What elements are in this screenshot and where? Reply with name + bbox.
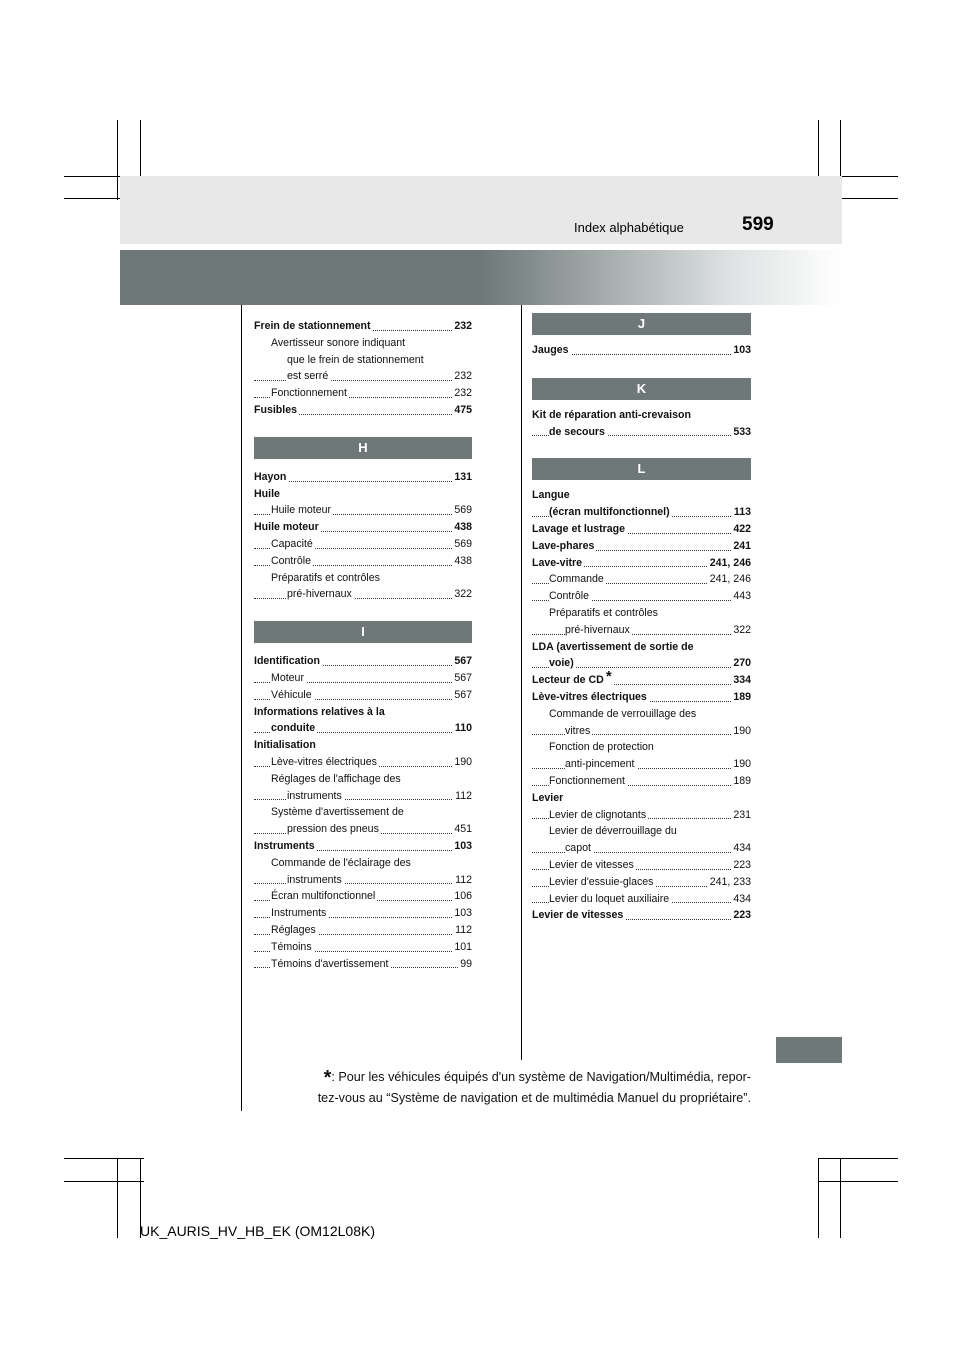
entry-page-ref[interactable]: 223: [731, 907, 751, 924]
entry-term: Fusibles: [254, 403, 297, 416]
entry-page-ref[interactable]: 112: [453, 788, 472, 805]
entry-term: vitres: [565, 724, 591, 737]
header-gradient-bar: [120, 250, 842, 305]
entry-term: Frein de stationnement: [254, 320, 371, 332]
index-entry: [532, 773, 751, 790]
entry-term: Kit de réparation anti-crevaison: [532, 408, 691, 421]
footnote-star: *: [323, 1067, 332, 1089]
index-entry: [254, 352, 472, 369]
index-entry: [532, 807, 751, 824]
index-entry: [254, 855, 472, 872]
index-entry: [254, 536, 472, 553]
entry-term: Préparatifs et contrôles: [549, 606, 658, 619]
entry-term: Fonctionnement: [271, 387, 347, 400]
entry-term: Lève-vitres électriques: [532, 690, 647, 703]
index-entry: [254, 788, 472, 805]
section-header-k: K: [532, 378, 751, 400]
entry-term: Lève-vitres électriques: [271, 755, 377, 768]
entry-page-ref[interactable]: 190: [452, 754, 472, 771]
entries-l: [532, 487, 751, 924]
entry-page-ref[interactable]: 99: [458, 956, 472, 973]
entry-term: Langue: [532, 489, 570, 502]
entry-term: Identification: [254, 655, 320, 668]
entry-footnote-star: *: [605, 668, 612, 686]
entry-term: Commande de verrouillage des: [549, 707, 697, 720]
entry-term: Avertisseur sonore indiquant: [271, 336, 406, 349]
index-entry: [532, 555, 751, 572]
index-entry: [532, 571, 751, 588]
entry-page-ref[interactable]: 451: [452, 821, 472, 838]
index-entry: [254, 771, 472, 788]
section-header-l: L: [532, 458, 751, 480]
entry-term: Instruments: [254, 839, 315, 852]
index-entry: [254, 519, 472, 536]
entry-term: Réglages de l'affichage des: [271, 772, 401, 785]
entry-term: Système d'avertissement de: [271, 806, 404, 819]
entry-page-ref[interactable]: 533: [731, 424, 751, 441]
entry-term: pré-hivernaux: [565, 623, 630, 636]
entry-page-ref[interactable]: 241, 246: [708, 555, 751, 572]
entry-term: Véhicule: [271, 688, 312, 701]
section-header-i: I: [254, 621, 472, 643]
crop-mark-bottom-right-horizontal: [818, 1158, 898, 1159]
index-entry: [532, 639, 751, 656]
index-entry: [532, 891, 751, 908]
index-entry: [532, 504, 751, 521]
entry-page-ref[interactable]: 231: [731, 807, 751, 824]
index-entry: [254, 486, 472, 503]
entry-page-ref[interactable]: 112: [453, 922, 472, 939]
entry-term: pression des pneus: [287, 823, 379, 836]
entry-page-ref[interactable]: 113: [732, 504, 751, 521]
entries-h: [254, 469, 472, 603]
entry-term: que le frein de stationnement: [287, 353, 424, 366]
section-header-h: H: [254, 437, 472, 459]
index-entry: [532, 655, 751, 672]
entry-page-ref[interactable]: 334: [731, 672, 751, 689]
entry-page-ref[interactable]: 567: [452, 653, 472, 670]
index-entry: [532, 706, 751, 723]
entry-page-ref[interactable]: 270: [731, 655, 751, 672]
entry-term: Contrôle: [271, 554, 312, 567]
index-entry: [254, 469, 472, 486]
index-entry: [254, 385, 472, 402]
index-entry: [254, 553, 472, 570]
entry-page-ref[interactable]: 106: [452, 888, 472, 905]
entry-term: voie): [549, 657, 574, 670]
entries-k: [532, 407, 751, 441]
section-header-j: J: [532, 313, 751, 335]
entry-term: Témoins: [271, 940, 312, 953]
crop-mark-top-left-vertical: [117, 120, 118, 200]
page-number: 599: [742, 214, 774, 235]
index-entry: [254, 570, 472, 587]
entry-page-ref[interactable]: 438: [452, 519, 472, 536]
entry-page-ref[interactable]: 223: [731, 857, 751, 874]
header-band: [120, 176, 842, 244]
header-title: Index alphabétique: [574, 220, 684, 235]
index-entry: [254, 704, 472, 721]
index-entry: [532, 823, 751, 840]
entry-page-ref[interactable]: 475: [452, 402, 472, 419]
index-entry: [532, 342, 751, 359]
index-entry: [532, 521, 751, 538]
entry-page-ref[interactable]: 110: [453, 720, 472, 737]
entry-term: Levier de clignotants: [549, 808, 647, 821]
entries-j: [532, 342, 751, 359]
index-column-right: [532, 313, 751, 924]
entry-term: Huile moteur: [254, 521, 319, 534]
index-entry: [532, 605, 751, 622]
entry-page-ref[interactable]: 103: [731, 342, 751, 359]
entry-page-ref[interactable]: 567: [452, 687, 472, 704]
entry-term: Contrôle: [549, 590, 590, 603]
entry-term: Fonctionnement: [549, 774, 625, 787]
entry-term: Commande de l'éclairage des: [271, 856, 411, 869]
index-entry: [532, 907, 751, 924]
entry-page-ref[interactable]: 322: [452, 586, 472, 603]
entry-term: Témoins d'avertissement: [271, 957, 389, 970]
index-entry: [254, 754, 472, 771]
entry-term: Hayon: [254, 470, 287, 483]
entry-term: Lavage et lustrage: [532, 522, 626, 535]
entry-page-ref[interactable]: 232: [452, 318, 472, 335]
entry-term: Levier: [532, 791, 564, 804]
entry-term: Jauges: [532, 344, 569, 356]
index-entry: [254, 687, 472, 704]
entry-term: instruments: [287, 873, 342, 886]
entry-page-ref[interactable]: 569: [452, 536, 472, 553]
entry-page-ref[interactable]: 112: [453, 872, 472, 889]
index-entry: [254, 872, 472, 889]
entry-page-ref[interactable]: 241, 233: [708, 874, 751, 891]
crop-mark-bottom-right-vertical-inner: [840, 1158, 841, 1238]
entry-page-ref[interactable]: 103: [452, 838, 472, 855]
index-entry: [254, 905, 472, 922]
index-entry: [254, 502, 472, 519]
entry-page-ref[interactable]: 567: [452, 670, 472, 687]
entry-page-ref[interactable]: 434: [731, 891, 751, 908]
entry-term: LDA (avertissement de sortie de: [532, 640, 694, 653]
entry-page-ref[interactable]: 189: [731, 773, 751, 790]
entry-page-ref[interactable]: 101: [452, 939, 472, 956]
entry-term: Initialisation: [254, 739, 316, 752]
entry-term: (écran multifonctionnel): [549, 506, 670, 519]
entry-term: conduite: [271, 722, 316, 735]
entries-i: [254, 653, 472, 972]
index-entry: [254, 368, 472, 385]
entry-term: Réglages: [271, 923, 316, 936]
entry-page-ref[interactable]: 189: [731, 689, 751, 706]
entry-page-ref[interactable]: 422: [731, 521, 751, 538]
entry-term: Levier de déverrouillage du: [549, 825, 677, 838]
entry-term: Lave-phares: [532, 539, 595, 552]
index-entry: [532, 840, 751, 857]
entry-term: Capacité: [271, 537, 313, 550]
crop-mark-bottom-left-vertical: [117, 1158, 118, 1238]
index-entry: [254, 318, 472, 335]
index-entry: [254, 956, 472, 973]
entry-term: de secours: [549, 425, 605, 438]
index-entry: [532, 756, 751, 773]
index-entry: [254, 804, 472, 821]
footnote-line-1: *: Pour les véhicules équipés d'un système de Navigation/Multimédia, repor-: [323, 1067, 751, 1089]
index-entry: [532, 739, 751, 756]
footnote-line-2: tez-vous au “Système de navigation et de multimédia Manuel du propriétaire”.: [317, 1091, 751, 1105]
entries-f: [254, 318, 472, 419]
index-entry: [254, 653, 472, 670]
left-margin-rule: [241, 305, 242, 1111]
entry-page-ref[interactable]: 190: [731, 756, 751, 773]
entry-page-ref[interactable]: 190: [731, 723, 751, 740]
entry-page-ref[interactable]: 241, 246: [708, 571, 751, 588]
index-entry: [532, 790, 751, 807]
entry-page-ref[interactable]: 232: [452, 385, 472, 402]
entry-page-ref[interactable]: 103: [452, 905, 472, 922]
index-entry: [532, 689, 751, 706]
index-entry: [254, 402, 472, 419]
entry-page-ref[interactable]: 569: [452, 502, 472, 519]
index-entry: [532, 487, 751, 504]
index-entry: [254, 821, 472, 838]
index-entry: [254, 670, 472, 687]
entry-term: anti-pincement: [565, 758, 635, 771]
entry-term: capot: [565, 842, 591, 855]
entry-term: Informations relatives à la: [254, 705, 385, 718]
entry-term: Préparatifs et contrôles: [271, 571, 380, 584]
entry-page-ref[interactable]: 232: [452, 368, 472, 385]
index-entry: [532, 668, 751, 689]
index-column-left: [254, 318, 472, 972]
entry-page-ref[interactable]: 434: [731, 840, 751, 857]
index-entry: [532, 407, 751, 424]
entry-term: est serré: [287, 370, 329, 383]
entry-term: Levier du loquet auxiliaire: [549, 892, 670, 905]
entry-term: Moteur: [271, 671, 304, 684]
entry-page-ref[interactable]: 438: [452, 553, 472, 570]
index-entry: [254, 737, 472, 754]
entry-term: Lave-vitre: [532, 556, 583, 569]
index-entry: [532, 723, 751, 740]
index-entry: [532, 588, 751, 605]
index-entry: [254, 922, 472, 939]
index-entry: [254, 838, 472, 855]
column-divider: [521, 305, 522, 1060]
index-entry: [532, 424, 751, 441]
entry-term: Instruments: [271, 907, 327, 920]
index-entry: [254, 586, 472, 603]
index-entry: [532, 622, 751, 639]
entry-term: Levier de vitesses: [532, 909, 624, 922]
entry-term: Levier de vitesses: [549, 858, 634, 871]
index-entry: [532, 857, 751, 874]
document-code: UK_AURIS_HV_HB_EK (OM12L08K): [140, 1223, 375, 1239]
index-entry: [254, 335, 472, 352]
crop-mark-bottom-left-horizontal: [64, 1158, 144, 1159]
index-entry: [254, 720, 472, 737]
entry-page-ref[interactable]: 241: [731, 538, 751, 555]
entry-term: Lecteur de CD: [532, 674, 604, 687]
entry-term: instruments: [287, 789, 342, 802]
entry-term: Levier d'essuie-glaces: [549, 875, 654, 888]
crop-mark-bottom-right-horizontal-inner: [818, 1181, 898, 1182]
entry-term: Huile moteur: [271, 504, 332, 517]
entry-page-ref[interactable]: 131: [452, 469, 472, 486]
footnote: [276, 1067, 751, 1108]
entry-page-ref[interactable]: 322: [731, 622, 751, 639]
index-entry: [254, 939, 472, 956]
crop-mark-bottom-left-horizontal-inner: [64, 1181, 144, 1182]
index-entry: [254, 888, 472, 905]
crop-mark-bottom-right-vertical: [818, 1158, 819, 1238]
entry-term: pré-hivernaux: [287, 588, 352, 601]
entry-term: Huile: [254, 487, 280, 500]
index-entry: [532, 538, 751, 555]
entry-term: Écran multifonctionnel: [271, 890, 376, 903]
entry-page-ref[interactable]: 443: [731, 588, 751, 605]
index-entry: [532, 874, 751, 891]
thumb-index-tab: [776, 1037, 842, 1063]
entry-term: Commande: [549, 573, 604, 586]
entry-term: Fonction de protection: [549, 741, 654, 754]
